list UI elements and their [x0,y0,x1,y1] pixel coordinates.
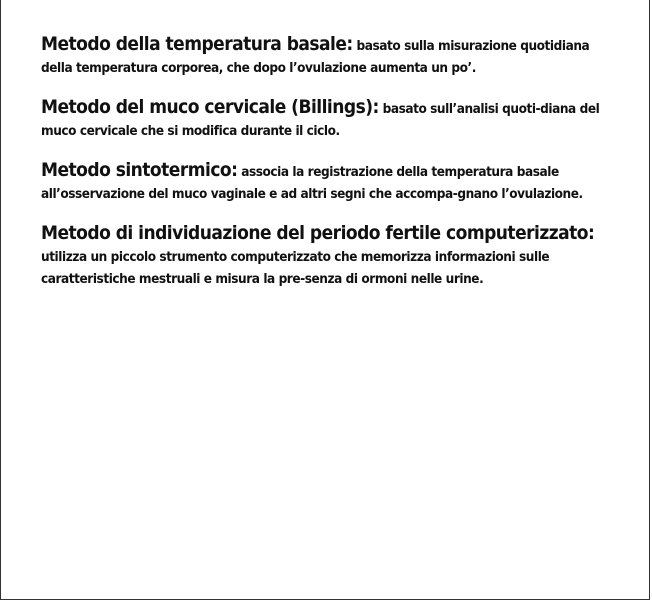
method-title: Metodo del muco cervicale (Billings): [41,96,379,118]
method-list [41,33,611,307]
method-computerized [41,222,611,290]
method-description: associa la registrazione della temperatura basale all’osservazione del muco vaginale e ad altri segni che accompa-gnano l’ovulazione. [41,164,583,202]
method-title: Metodo di individuazione del periodo fertile computerizzato: [41,222,595,244]
method-cervical-mucus [41,96,611,142]
method-description: utilizza un piccolo strumento computerizzato che memorizza informazioni sulle caratteristiche mestruali e misura la pre-senza di ormoni nelle urine. [41,249,550,287]
method-symptothermal [41,159,611,205]
method-description: basato sulla misurazione quotidiana della temperatura corporea, che dopo l’ovulazione aumenta un po’. [41,38,590,76]
method-description: basato sull’analisi quoti-diana del muco cervicale che si modifica durante il ciclo. [41,101,600,139]
method-title: Metodo sintotermico: [41,159,238,181]
method-title: Metodo della temperatura basale: [41,33,353,55]
method-basal-temperature [41,33,611,79]
